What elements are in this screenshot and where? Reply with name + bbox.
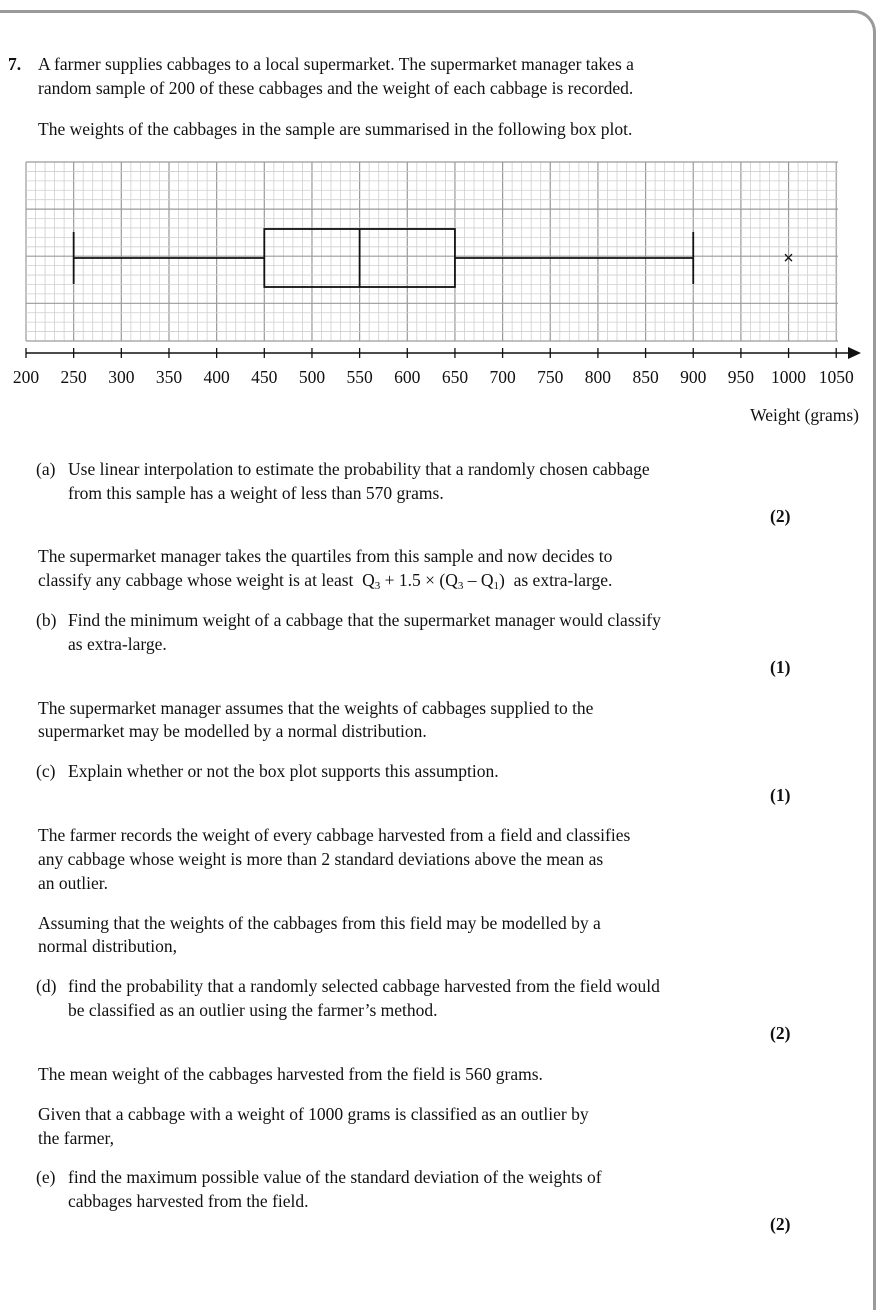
part-c-marks: (1) xyxy=(770,785,791,805)
question-number: 7. xyxy=(8,54,22,74)
outlier-marker: × xyxy=(783,248,794,269)
tick-label-650: 650 xyxy=(441,367,469,387)
part-c-line-1: Explain whether or not the box plot supports this assumption. xyxy=(68,761,499,781)
para-6-line-2: the farmer, xyxy=(38,1128,115,1148)
tick-label-500: 500 xyxy=(298,367,326,387)
tick-label-800: 800 xyxy=(584,367,612,387)
para-1-line-2: classify any cabbage whose weight is at least $Q_3 + 1.5 \times (Q_3 - Q_1)$ as extra-large. xyxy=(38,570,613,592)
tick-label-950: 950 xyxy=(727,367,755,387)
part-d-line-1: find the probability that a randomly selected cabbage harvested from the field would xyxy=(68,976,660,996)
para-3-line-1: The farmer records the weight of every cabbage harvested from a field and classifies xyxy=(38,825,631,845)
part-a-label: (a) xyxy=(36,459,56,479)
tick-label-700: 700 xyxy=(489,367,516,387)
chart-axis xyxy=(26,347,861,359)
part-a-line-1: Use linear interpolation to estimate the probability that a randomly chosen cabbage xyxy=(68,459,650,479)
tick-label-550: 550 xyxy=(346,367,373,387)
part-a-marks: (2) xyxy=(770,506,791,526)
part-c-label: (c) xyxy=(36,761,56,781)
axis-label: Weight (grams) xyxy=(750,405,859,425)
para-5-line-1: The mean weight of the cabbages harvested from the field is 560 grams. xyxy=(38,1064,543,1084)
tick-label-400: 400 xyxy=(203,367,230,387)
tick-label-750: 750 xyxy=(537,367,564,387)
chart-grid xyxy=(26,162,838,341)
part-b-line-2: as extra-large. xyxy=(68,634,167,654)
box-plot-chart xyxy=(0,150,878,435)
intro-line-2: random sample of 200 of these cabbages and the weight of each cabbage is recorded. xyxy=(38,78,634,98)
para-4-line-1: Assuming that the weights of the cabbages from this field may be modelled by a xyxy=(38,913,601,933)
tick-labels xyxy=(13,367,854,387)
part-b-marks: (1) xyxy=(770,657,791,677)
part-b-label: (b) xyxy=(36,610,57,630)
para-3-line-3: an outlier. xyxy=(38,873,108,893)
intro-line-3: The weights of the cabbages in the sample are summarised in the following box plot. xyxy=(38,119,633,139)
part-e-marks: (2) xyxy=(770,1214,791,1234)
tick-label-450: 450 xyxy=(251,367,278,387)
tick-label-1050: 1050 xyxy=(818,367,854,387)
part-e-line-2: cabbages harvested from the field. xyxy=(68,1191,309,1211)
tick-label-250: 250 xyxy=(60,367,87,387)
part-a-line-2: from this sample has a weight of less than 570 grams. xyxy=(68,483,444,503)
part-e-label: (e) xyxy=(36,1167,56,1187)
x-axis-arrow xyxy=(848,347,861,359)
part-d-label: (d) xyxy=(36,976,57,996)
tick-label-600: 600 xyxy=(394,367,421,387)
part-b-line-1: Find the minimum weight of a cabbage that the supermarket manager would classify xyxy=(68,610,661,630)
tick-label-200: 200 xyxy=(12,367,40,387)
tick-label-900: 900 xyxy=(680,367,707,387)
tick-label-350: 350 xyxy=(155,367,183,387)
part-e-line-1: find the maximum possible value of the standard deviation of the weights of xyxy=(68,1167,602,1187)
tick-label-1000: 1000 xyxy=(771,367,807,387)
para-3-line-2: any cabbage whose weight is more than 2 standard deviations above the mean as xyxy=(38,849,604,869)
tick-label-300: 300 xyxy=(108,367,135,387)
para-2-line-1: The supermarket manager assumes that the weights of cabbages supplied to the xyxy=(38,698,594,718)
tick-label-850: 850 xyxy=(632,367,659,387)
intro-line-1: A farmer supplies cabbages to a local supermarket. The supermarket manager takes a xyxy=(38,54,634,74)
para-6-line-1: Given that a cabbage with a weight of 1000 grams is classified as an outlier by xyxy=(38,1104,589,1124)
part-d-marks: (2) xyxy=(770,1023,791,1043)
part-d-line-2: be classified as an outlier using the farmer’s method. xyxy=(68,1000,438,1020)
para-4-line-2: normal distribution, xyxy=(38,936,178,956)
para-1-line-1: The supermarket manager takes the quartiles from this sample and now decides to xyxy=(38,546,613,566)
formula: $Q_3 + 1.5 \times (Q_3 - Q_1)$ xyxy=(362,570,505,592)
para-2-line-2: supermarket may be modelled by a normal distribution. xyxy=(38,721,427,741)
